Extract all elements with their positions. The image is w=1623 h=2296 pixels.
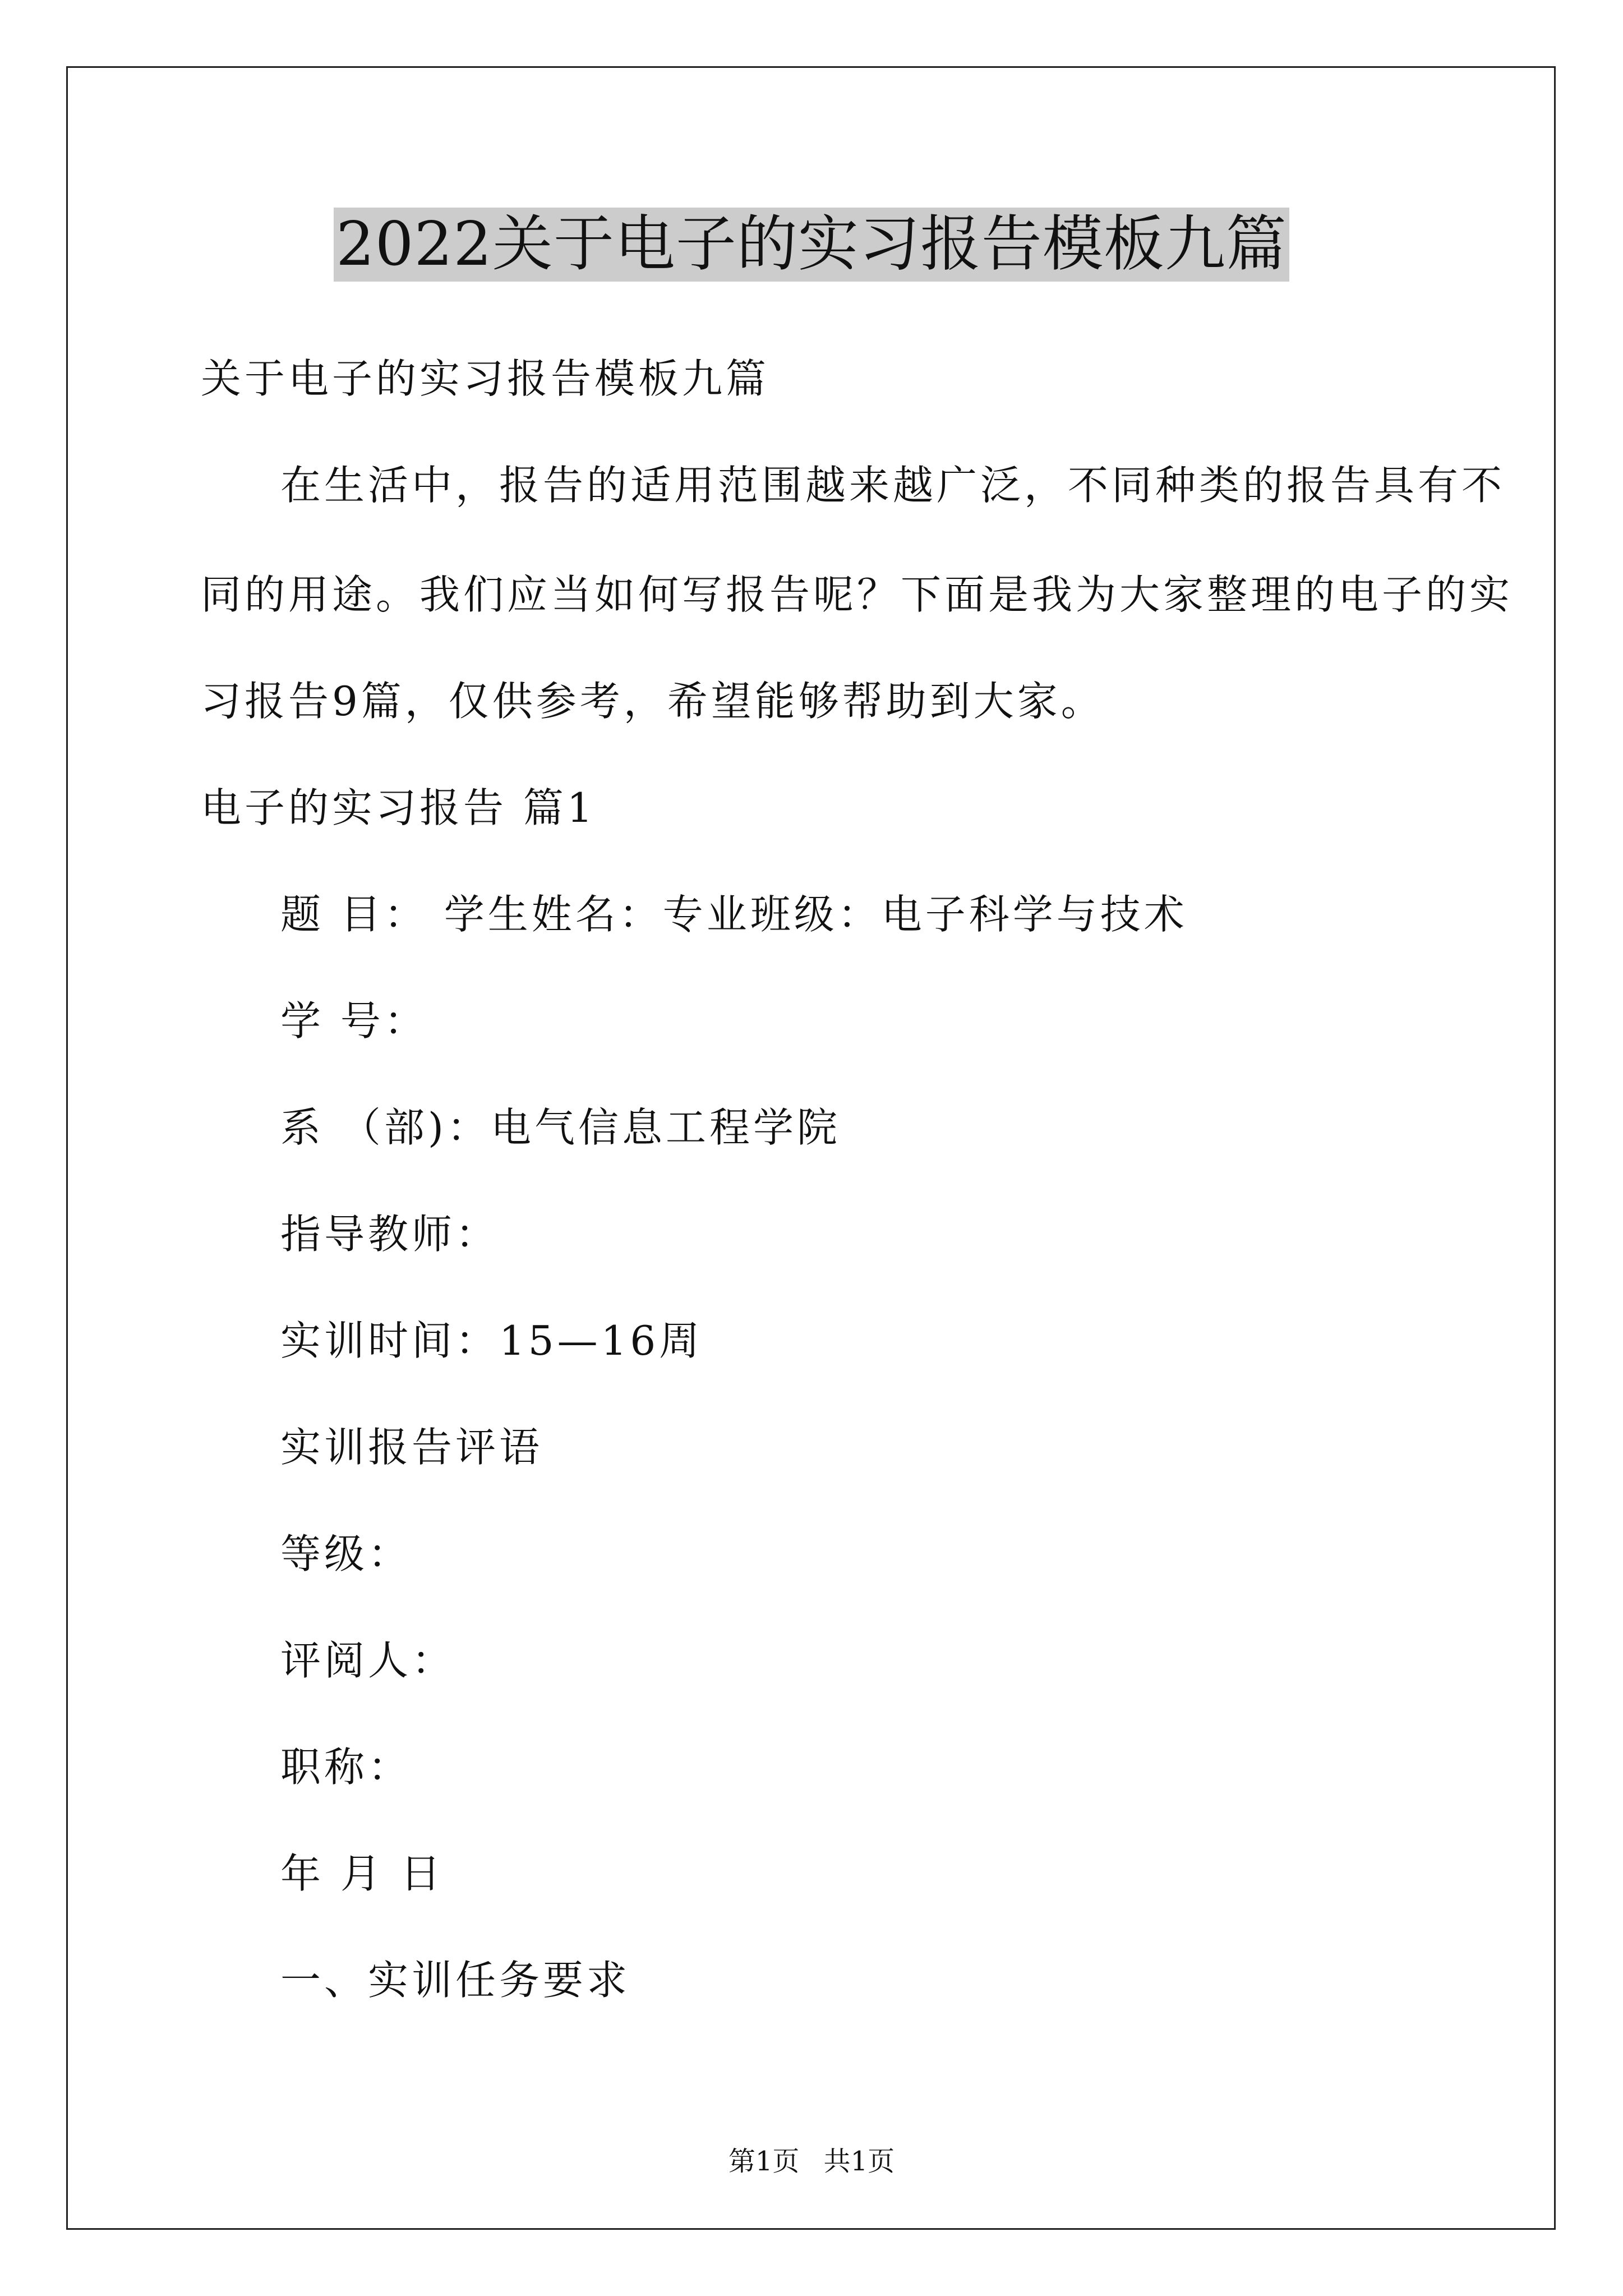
field-job-title: 职称： <box>280 1743 412 1791</box>
document-subtitle: 关于电子的实习报告模板九篇 <box>201 355 770 402</box>
field-topic: 题 目： 学生姓名：专业班级：电子科学与技术 <box>280 891 1188 938</box>
intro-line-3: 习报告9篇，仅供参考，希望能够帮助到大家。 <box>201 678 1105 725</box>
field-date: 年 月 日 <box>280 1850 444 1897</box>
field-advisor: 指导教师： <box>280 1211 500 1258</box>
field-grade: 等级： <box>280 1530 412 1577</box>
field-task-requirements: 一、实训任务要求 <box>280 1957 631 2004</box>
field-student-id: 学 号： <box>280 997 428 1045</box>
title-container <box>0 208 1623 282</box>
intro-line-1: 在生活中，报告的适用范围越来越广泛，不同种类的报告具有不 <box>280 462 1506 509</box>
page-number: 第1页 <box>728 2146 800 2177</box>
section-heading: 电子的实习报告 篇1 <box>201 784 596 831</box>
field-report-comments: 实训报告评语 <box>280 1424 543 1471</box>
page-footer <box>0 2146 1623 2177</box>
document-title: 2022关于电子的实习报告模板九篇 <box>334 208 1289 282</box>
intro-line-2: 同的用途。我们应当如何写报告呢？下面是我为大家整理的电子的实 <box>201 571 1514 618</box>
page-total: 共1页 <box>823 2146 895 2177</box>
field-reviewer: 评阅人： <box>280 1637 456 1684</box>
field-training-time: 实训时间：15—16周 <box>280 1317 703 1364</box>
field-department: 系 （部)：电气信息工程学院 <box>280 1104 841 1151</box>
